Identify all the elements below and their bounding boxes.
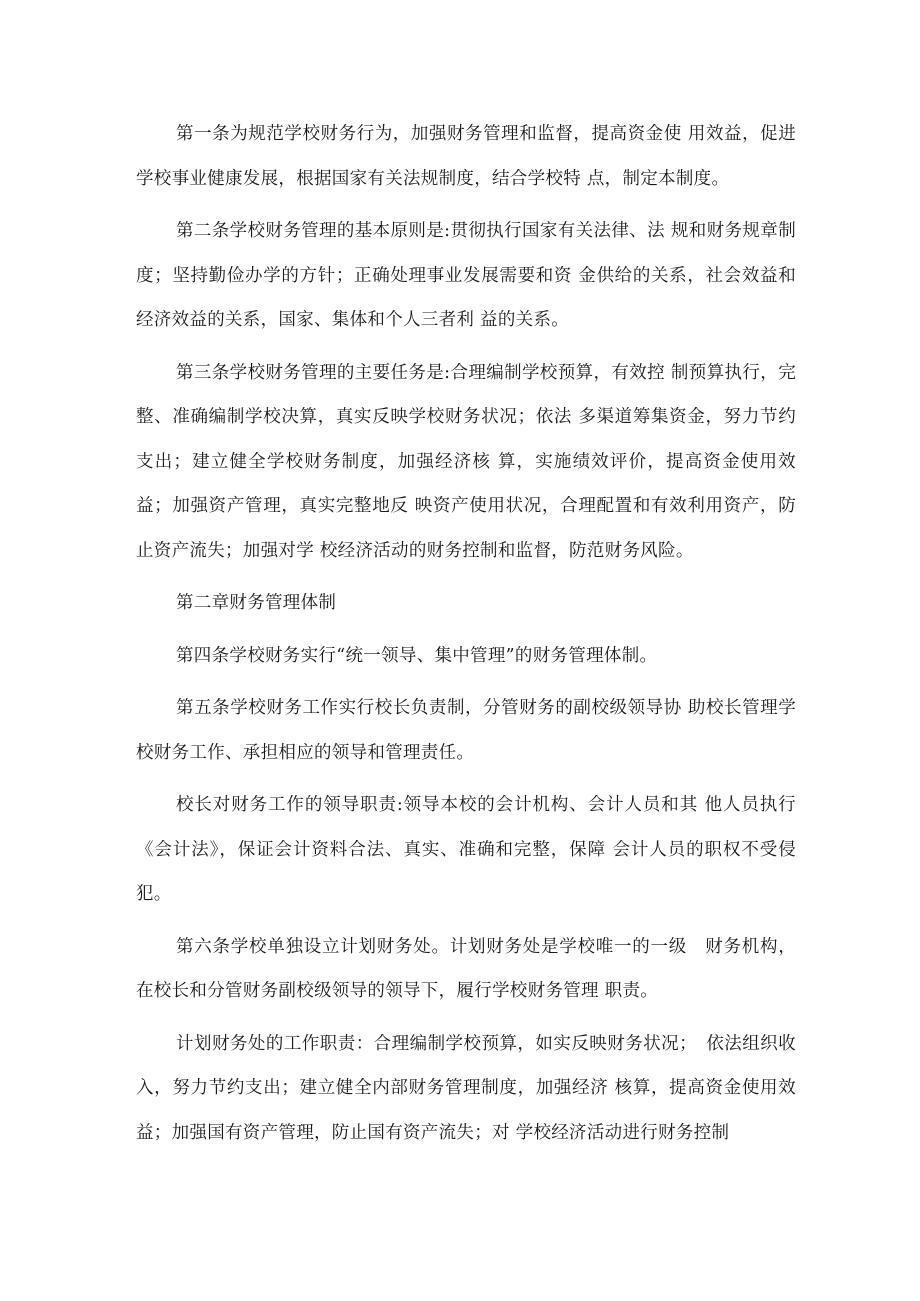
article-5-paragraph: 第五条学校财务工作实行校长负责制，分管财务的副校级领导协 助校长管理学校财务工作、承担相应的领导和管理责任。 [136,698,796,763]
finance-office-duties-paragraph: 计划财务处的工作职责：合理编制学校预算，如实反映财务状况； 依法组织收入，努力节约支出；建立健全内部财务管理制度，加强经济 核算，提高资金使用效益；加强国有资产管理，防止国有资产流失；对 学校经济活动进行财务控制 [136,1033,796,1143]
article-2-paragraph: 第二条学校财务管理的基本原则是:贯彻执行国家有关法律、法 规和财务规章制度；坚持勤俭办学的方针；正确处理事业发展需要和资 金供给的关系，社会效益和经济效益的关系，国家、集体和个人三者利 益的关系。 [136,221,796,330]
article-3-paragraph: 第三条学校财务管理的主要任务是:合理编制学校预算，有效控 制预算执行，完整、准确编制学校决算，真实反映学校财务状况；依法 多渠道筹集资金，努力节约支出；建立健全学校财务制度，加强经济核 算，实施绩效评价，提高资金使用效益；加强资产管理，真实完整地反 映资产使用状况，合理配置和有效利用资产，防止资产流失；加强对学 校经济活动的财务控制和监督，防范财务风险。 [136,362,796,561]
article-6-paragraph: 第六条学校单独设立计划财务处。计划财务处是学校唯一的一级 财务机构，在校长和分管财务副校级领导的领导下，履行学校财务管理 职责。 [136,936,796,1001]
chapter-2-heading: 第二章财务管理体制 [176,593,337,613]
article-4-paragraph: 第四条学校财务实行“统一领导、集中管理”的财务管理体制。 [176,645,658,666]
article-1-paragraph: 第一条为规范学校财务行为，加强财务管理和监督，提高资金使 用效益，促进学校事业健康发展，根据国家有关法规制度，结合学校特 点，制定本制度。 [136,124,796,189]
principal-duties-paragraph: 校长对财务工作的领导职责:领导本校的会计机构、会计人员和其 他人员执行《会计法》，保证会计资料合法、真实、准确和完整，保障 会计人员的职权不受侵犯。 [136,795,796,904]
document-body [136,112,796,1163]
